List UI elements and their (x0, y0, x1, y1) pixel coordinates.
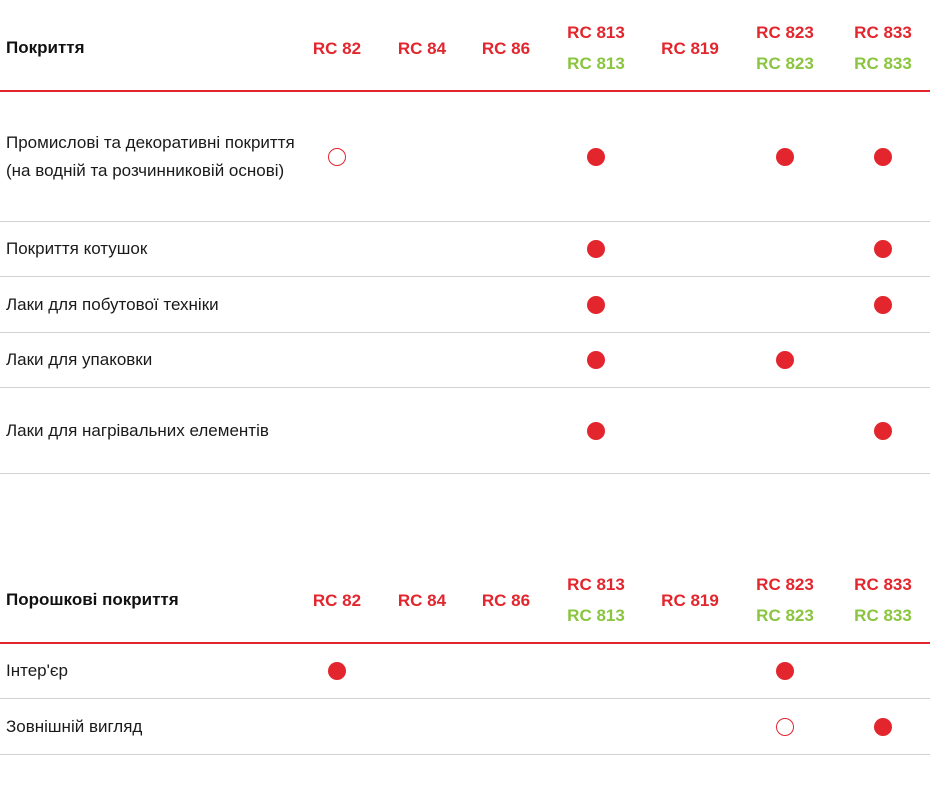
filled-dot-icon (776, 148, 794, 166)
column-label-red: RC 86 (481, 38, 531, 58)
column-header-rc-82 (313, 4, 361, 92)
table-row (0, 388, 930, 474)
coatings-table (0, 4, 930, 474)
column-label-red: RC 823 (756, 575, 814, 594)
column-label-green: RC 833 (854, 54, 912, 73)
filled-dot-icon (874, 422, 892, 440)
table-title: Порошкові покриття (6, 590, 179, 609)
column-label-green: RC 833 (854, 606, 912, 625)
column-header-rc-82 (313, 556, 361, 644)
row-label: Лаки для побутової техніки (6, 294, 219, 314)
column-label-green: RC 823 (756, 606, 814, 625)
column-label-red: RC 819 (661, 38, 719, 58)
column-header-rc-813 (567, 556, 625, 644)
filled-dot-icon (587, 351, 605, 369)
table-header (0, 4, 930, 92)
column-header-rc-86 (482, 4, 530, 92)
row-label: Зовнішній вигляд (6, 716, 143, 736)
column-label-green: RC 813 (567, 606, 625, 625)
hollow-circle-icon (328, 148, 346, 166)
column-header-rc-86 (482, 556, 530, 644)
filled-dot-icon (776, 662, 794, 680)
filled-dot-icon (587, 422, 605, 440)
table-row (0, 644, 930, 699)
column-header-rc-823 (756, 556, 814, 644)
filled-dot-icon (587, 296, 605, 314)
column-label-red: RC 84 (397, 38, 447, 58)
column-label-red: RC 82 (312, 590, 362, 610)
table-row (0, 92, 930, 222)
filled-dot-icon (587, 240, 605, 258)
column-header-rc-84 (398, 4, 446, 92)
filled-dot-icon (874, 296, 892, 314)
row-label: Промислові та декоративні покриття (на водній та розчинниковій основі) (6, 132, 295, 180)
filled-dot-icon (874, 240, 892, 258)
row-label: Лаки для нагрівальних елементів (6, 420, 269, 440)
powder-coatings-table (0, 556, 930, 755)
column-label-green: RC 823 (756, 54, 814, 73)
column-header-rc-819 (661, 556, 719, 644)
table-row (0, 277, 930, 333)
row-label: Інтер'єр (6, 661, 68, 680)
column-header-rc-84 (398, 556, 446, 644)
row-label: Лаки для упаковки (6, 350, 153, 369)
table-row (0, 333, 930, 388)
table-row (0, 699, 930, 755)
table-header (0, 556, 930, 644)
column-label-red: RC 833 (854, 23, 912, 42)
column-header-rc-833 (854, 4, 912, 92)
filled-dot-icon (874, 718, 892, 736)
column-header-rc-813 (567, 4, 625, 92)
filled-dot-icon (776, 351, 794, 369)
filled-dot-icon (587, 148, 605, 166)
column-label-red: RC 819 (661, 590, 719, 610)
column-label-green: RC 813 (567, 54, 625, 73)
filled-dot-icon (874, 148, 892, 166)
column-label-red: RC 813 (567, 23, 625, 42)
column-label-red: RC 813 (567, 575, 625, 594)
hollow-circle-icon (776, 718, 794, 736)
row-label: Покриття котушок (6, 239, 148, 258)
column-header-rc-819 (661, 4, 719, 92)
column-header-rc-833 (854, 556, 912, 644)
column-label-red: RC 82 (312, 38, 362, 58)
column-label-red: RC 833 (854, 575, 912, 594)
column-label-red: RC 84 (397, 590, 447, 610)
column-label-red: RC 823 (756, 23, 814, 42)
column-label-red: RC 86 (481, 590, 531, 610)
filled-dot-icon (328, 662, 346, 680)
table-row (0, 222, 930, 277)
column-header-rc-823 (756, 4, 814, 92)
table-title: Покриття (6, 38, 85, 57)
